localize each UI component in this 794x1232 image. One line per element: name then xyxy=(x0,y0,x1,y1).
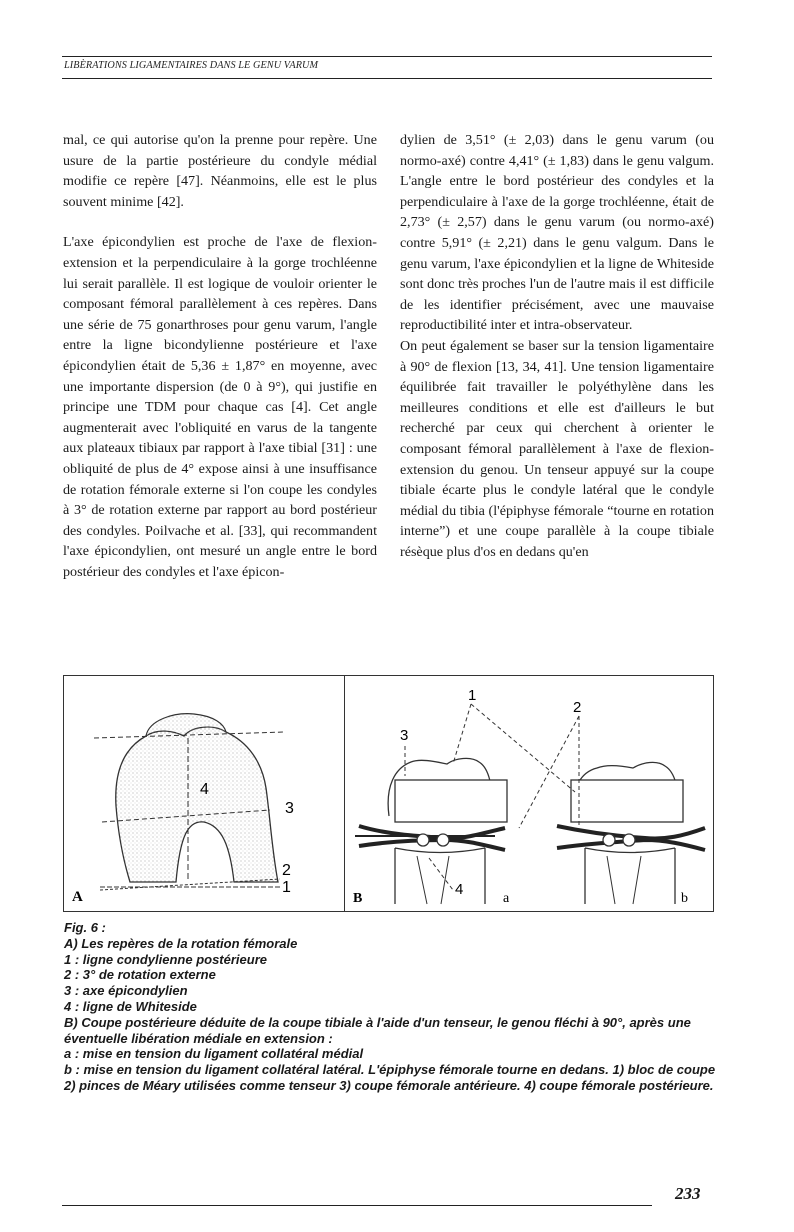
tensor-clamp-a2 xyxy=(437,834,449,846)
caption-line-4: 2 : 3° de rotation externe xyxy=(64,967,216,983)
label-1: 1 xyxy=(282,879,291,896)
label-b-1: 1 xyxy=(468,687,477,704)
label-4: 4 xyxy=(200,781,209,798)
top-rule xyxy=(62,56,712,57)
tensor-clamp-b1 xyxy=(603,834,615,846)
cutting-block-b xyxy=(571,780,683,822)
running-head: LIBÈRATIONS LIGAMENTAIRES DANS LE GENU VARUM xyxy=(64,60,319,71)
caption-line-2: A) Les repères de la rotation fémorale xyxy=(64,935,298,951)
panel-letter-b: B xyxy=(353,891,363,906)
knee-b xyxy=(557,762,705,904)
figure-caption xyxy=(64,920,724,1094)
caption-line-1: Fig. 6 : xyxy=(64,920,106,935)
label-b-2: 2 xyxy=(573,699,582,716)
sub-label-b: b xyxy=(681,891,688,906)
femur-shape xyxy=(116,727,278,882)
figure-a-femur-diagram xyxy=(63,675,345,912)
tensor-clamp-a1 xyxy=(417,834,429,846)
left-paragraph-1: mal, ce qui autorise qu'on la prenne pour repère. Une usure de la partie postérieure du condyle médial modifie ce repère [47]. Néanmoins, elle est le plus souvent minime [42]. xyxy=(63,132,377,210)
leader-1b xyxy=(471,704,575,792)
right-paragraph-1: dylien de 3,51° (± 2,03) dans le genu varum (ou normo-axé) contre 4,41° (± 1,83) dans le genu valgum. L'angle entre le bord postérieur des condyles et la perpendiculaire à l'axe de la gorge trochléenne, était de 2,73° (± 2,57) dans le genu varum (ou normo-axé) contre 5,91° (± 2,21) dans le genu valgum. Dans le genu varum, l'axe épicondylien et la ligne de Whiteside sont donc très proches l'un de l'autre mais il est difficile de les identifier précisément, avec une mauvaise reproductibilité inter et intra-observateur. xyxy=(400,132,714,334)
label-b-3: 3 xyxy=(400,727,409,744)
leader-1a xyxy=(453,704,471,764)
sub-label-a: a xyxy=(503,891,510,906)
caption-line-7: B) Coupe postérieure déduite de la coupe tibiale à l'aide d'un tenseur, le genou fléchi à 90°, après une éventuelle libération médiale en extension : xyxy=(64,1014,691,1046)
caption-line-8: a : mise en tension du ligament collatéral médial xyxy=(64,1046,364,1062)
page-number: 233 xyxy=(675,1184,701,1203)
tensor-clamp-b2 xyxy=(623,834,635,846)
label-2: 2 xyxy=(282,862,291,879)
tensor-drawing xyxy=(345,676,713,911)
cutting-block-a xyxy=(395,780,507,822)
panel-letter-a: A xyxy=(72,889,83,905)
footer-rule xyxy=(62,1205,652,1206)
label-b-4: 4 xyxy=(455,881,464,898)
caption-line-5: 3 : axe épicondylien xyxy=(64,983,188,999)
femur-drawing xyxy=(64,676,344,911)
label-3: 3 xyxy=(285,800,294,817)
figure-b-tensor-diagram xyxy=(344,675,714,912)
caption-line-6: 4 : ligne de Whiteside xyxy=(64,998,197,1014)
caption-line-3: 1 : ligne condylienne postérieure xyxy=(64,951,267,967)
left-paragraph-2: L'axe épicondylien est proche de l'axe de flexion-extension et la perpendiculaire à la gorge trochléenne lui serait parallèle. Il est logique de vouloir orienter le composant fémoral parallèlement à ces repères. Dans une série de 75 gonarthroses pour genu varum, l'angle entre la ligne bicondylienne postérieure et l'axe épicondylien était de 5,36 ± 1,87° en moyenne, avec une importante dispersion (de 0 à 9°), qui justifie en principe une TDM pour chaque cas [4]. Cet angle augmenterait avec l'obliquité en varus de la tangente aux plateaux tibiaux par rapport à l'axe tibial [31] : une obliquité de plus de 4° expose ainsi à une insuffisance de rotation fémorale externe si l'on coupe les condyles à 3° de rotation externe par rapport au bord postérieur des condyles. Poilvache et al. [33], qui recommandent l'axe épicondylien, ont mesuré un angle entre le bord postérieur des condyles et l'axe épicon- xyxy=(63,234,377,580)
right-column xyxy=(400,130,714,562)
caption-line-9: b : mise en tension du ligament collatéral latéral. L'épiphyse fémorale tourne en dedans. 1) bloc de coupe 2) pinces de Méary utilisées comme tenseur 3) coupe fémorale antérieure. 4) coupe fémorale postérieure. xyxy=(64,1062,716,1093)
knee-a xyxy=(355,758,507,904)
right-paragraph-2: On peut également se baser sur la tension ligamentaire à 90° de flexion [13, 34, 41]. Une tension ligamentaire équilibrée fait travailler le polyéthylène dans les meilleures conditions et elle est d'ailleurs le but recherché par ceux qui cherchent à orienter le composant fémoral parallèlement à l'axe de flexion-extension du genou. Un tenseur appuyé sur la coupe tibiale écarte plus le condyle latéral que le condyle médial du tibia (l'épiphyse fémorale “tourne en rotation interne”) et une coupe parallèle à la coupe tibiale résèque plus d'os en dedans qu'en xyxy=(400,337,714,560)
header-rule xyxy=(62,78,712,79)
left-column xyxy=(63,130,377,582)
leader-2a xyxy=(519,716,579,828)
